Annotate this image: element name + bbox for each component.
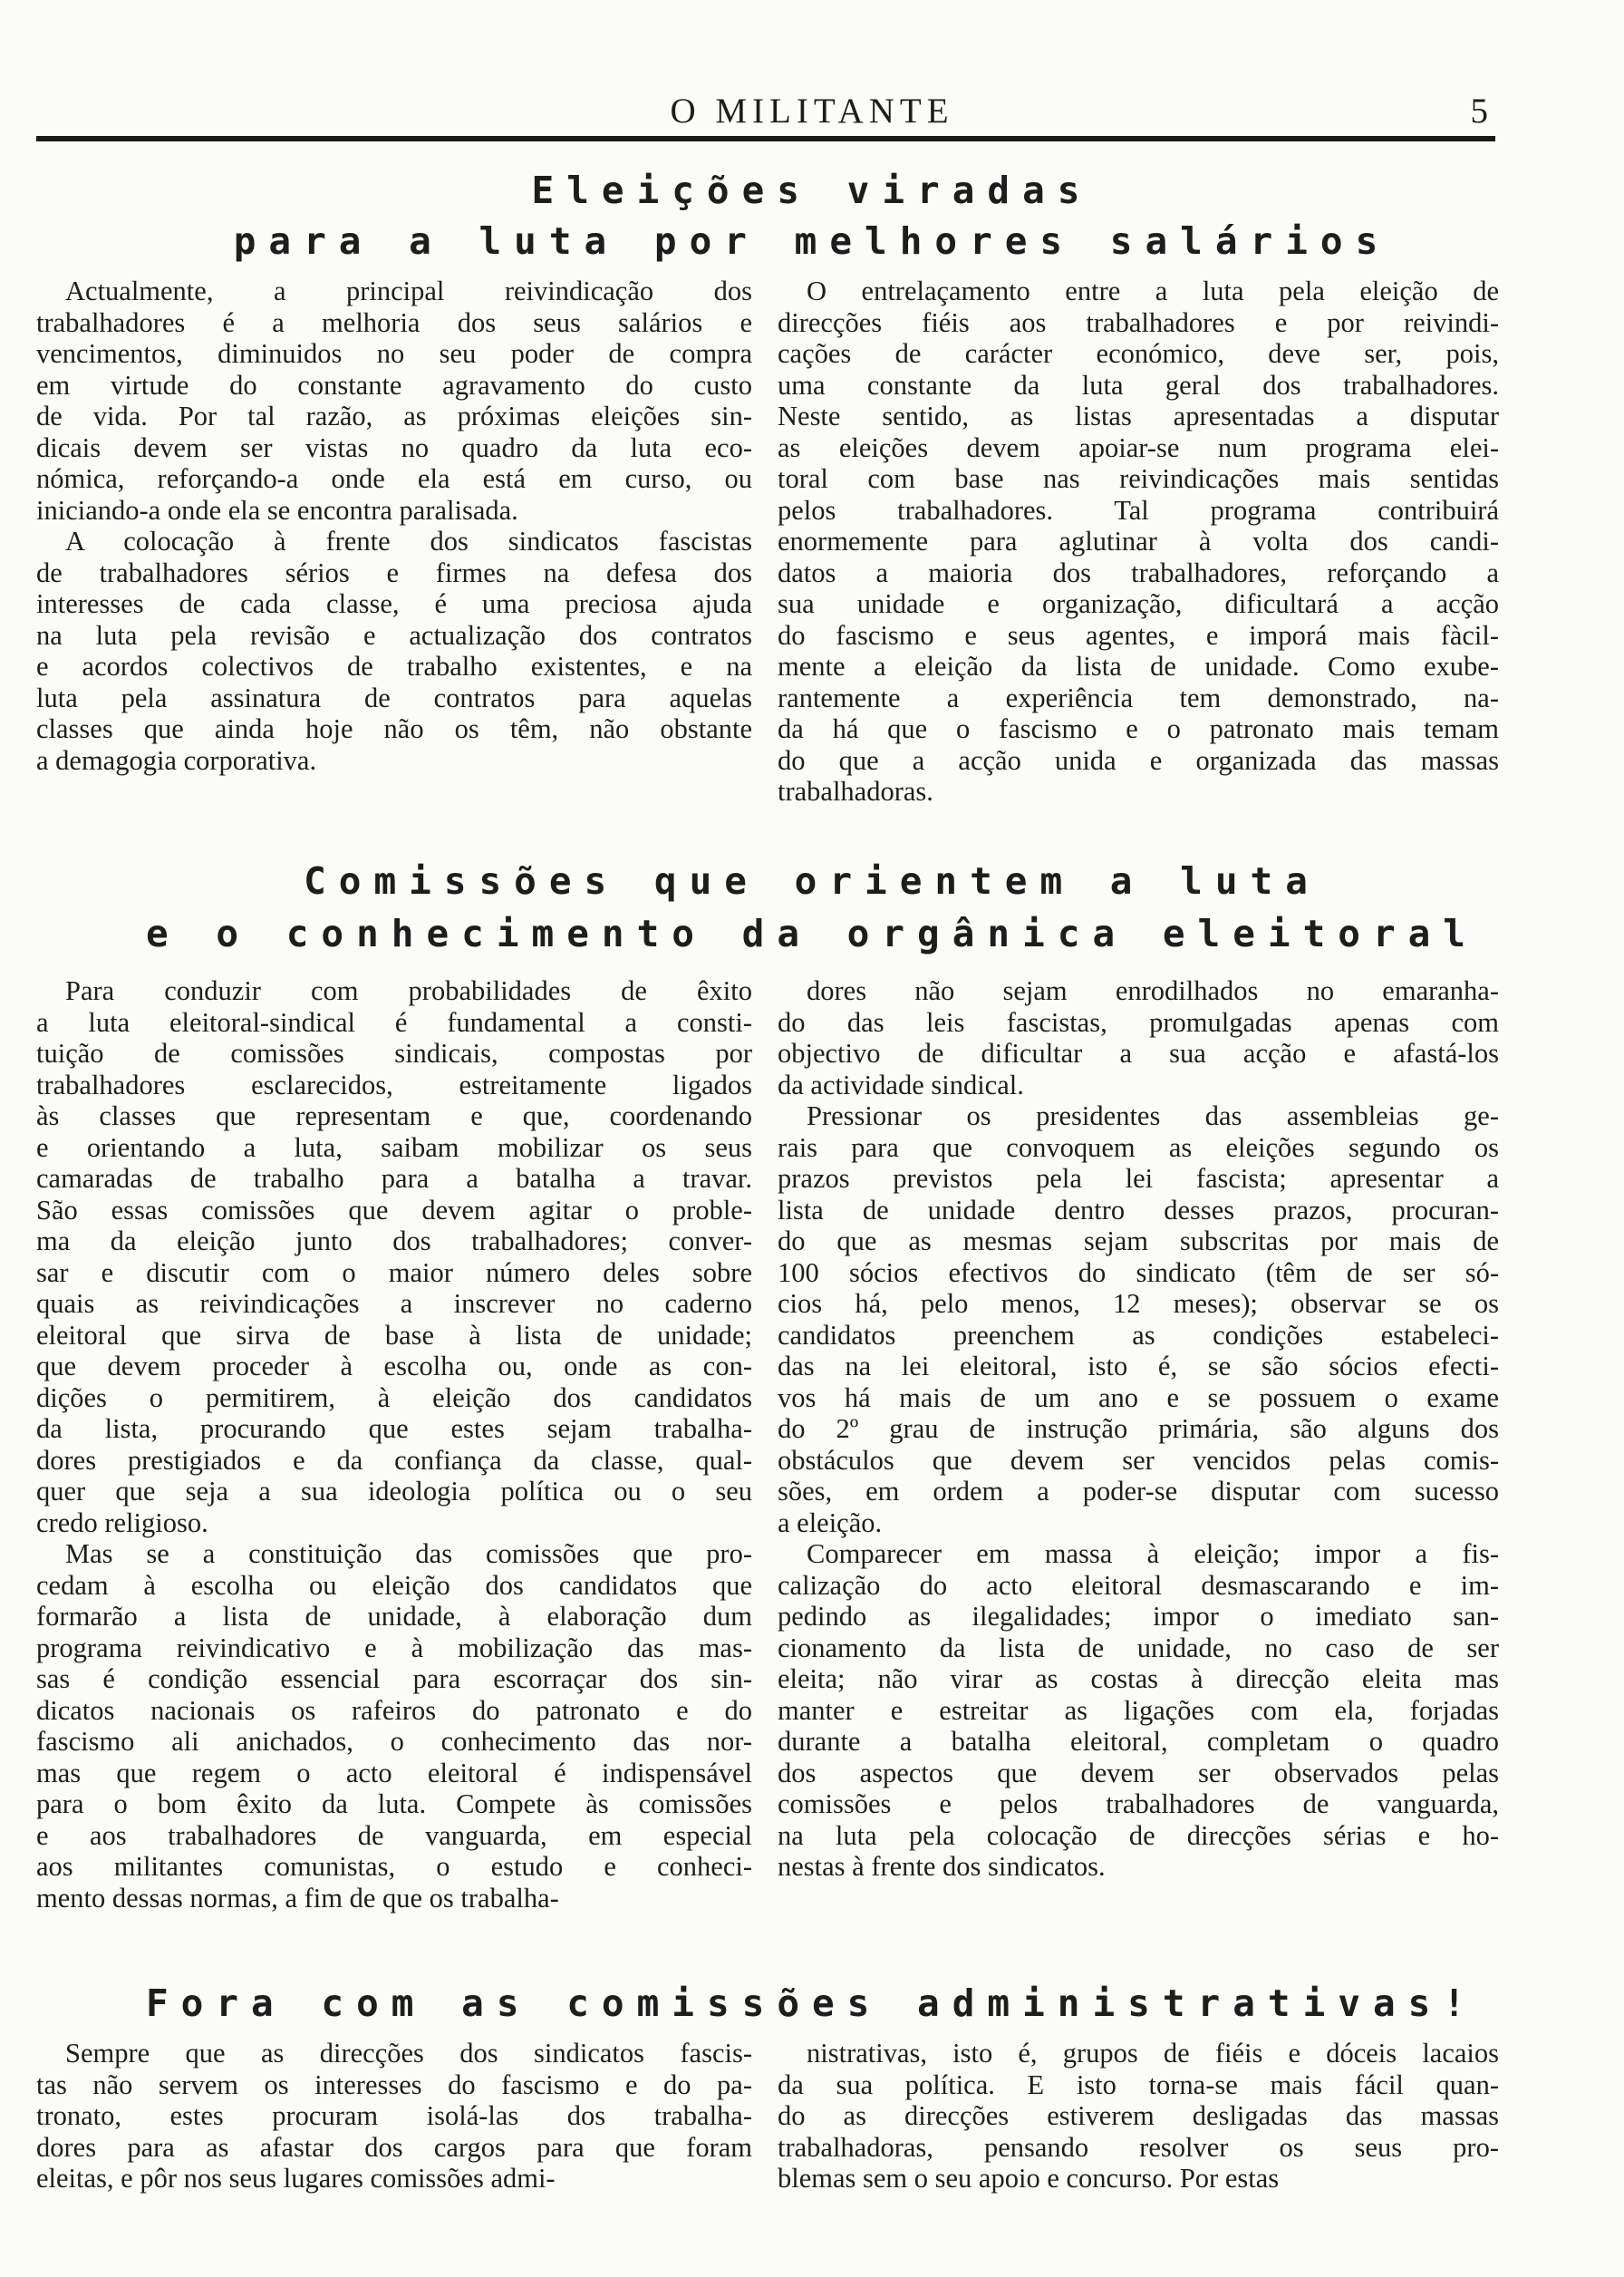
text-line: Sempre que as direcções dos sindicatos fascis- [65, 2038, 752, 2069]
text-line: e acordos colectivos de trabalho existentes, e na [36, 651, 752, 682]
section-2-headline-line-1: Comissões que orientem a luta [304, 859, 1320, 903]
paragraph [778, 1100, 1499, 1538]
masthead-title: O MILITANTE [670, 92, 954, 131]
text-line: mas que regem o acto eleitoral é indispensável [36, 1757, 752, 1788]
section-3-left-column [36, 2038, 752, 2195]
text-line: classes que ainda hoje não os têm, não obstante [36, 713, 752, 744]
text-line: direcções fiéis aos trabalhadores e por reivindi- [778, 306, 1499, 338]
text-line: A colocação à frente dos sindicatos fascistas [65, 526, 752, 557]
text-line: comissões e pelos trabalhadores de vanguarda, [778, 1788, 1499, 1819]
text-line: enormemente para aglutinar à volta dos candi- [778, 526, 1499, 557]
text-line: luta pela assinatura de contratos para aquelas [36, 682, 752, 713]
paragraph [778, 2038, 1499, 2195]
text-line: quais as reivindicações a inscrever no caderno [36, 1288, 752, 1319]
text-line: a demagogia corporativa. [36, 744, 317, 776]
text-line: e orientando a luta, saibam mobilizar os seus [36, 1131, 752, 1163]
paragraph [36, 526, 752, 776]
paragraph [36, 2038, 752, 2195]
text-line: nestas à frente dos sindicatos. [778, 1851, 1106, 1882]
text-line: candidatos preenchem as condições estabeleci- [778, 1319, 1499, 1351]
text-line: em virtude do constante agravamento do custo [36, 369, 752, 401]
section-1-left-column [36, 276, 752, 776]
text-line: ma da eleição junto dos trabalhadores; conver- [36, 1226, 752, 1256]
text-line: das na lei eleitoral, isto é, se são sócios efecti- [778, 1351, 1499, 1381]
text-line: do que a acção unida e organizada das massas [778, 744, 1499, 776]
text-line: programa reivindicativo e à mobilização das mas- [36, 1632, 752, 1663]
text-line: vencimentos, diminuidos no seu poder de compra [36, 338, 752, 369]
text-line: da sua política. E isto torna-se mais fácil quan- [778, 2069, 1499, 2100]
text-line: dores não sejam enrodilhados no emaranha- [807, 975, 1499, 1006]
text-line: eleitoral que sirva de base à lista de unidade; [36, 1319, 752, 1351]
text-line: uma constante da luta geral dos trabalhadores. [778, 369, 1499, 401]
text-line: O entrelaçamento entre a luta pela eleição de [807, 276, 1499, 306]
text-line: Mas se a constituição das comissões que pro- [65, 1538, 752, 1569]
text-line: trabalhadoras. [778, 776, 933, 807]
masthead-rule [36, 136, 1495, 141]
text-line: rantemente a experiência tem demonstrado, na- [778, 682, 1499, 713]
text-line: Para conduzir com probabilidades de êxito [65, 975, 752, 1006]
masthead [0, 89, 1624, 134]
text-line: camaradas de trabalho para a batalha a travar. [36, 1163, 752, 1194]
text-line: durante a batalha eleitoral, completam o quadro [778, 1726, 1499, 1757]
text-line: São essas comissões que devem agitar o proble- [36, 1194, 752, 1226]
text-line: mento dessas normas, a fim de que os trabalha- [36, 1882, 559, 1914]
text-line: de vida. Por tal razão, as próximas eleições sin- [36, 401, 752, 431]
text-line: Actualmente, a principal reivindicação dos [65, 276, 752, 306]
text-line: para o bom êxito da luta. Compete às comissões [36, 1788, 752, 1819]
text-line: manter e estreitar as ligações com ela, forjadas [778, 1694, 1499, 1726]
text-line: pedindo as ilegalidades; impor o imediato san- [778, 1601, 1499, 1632]
section-1-right-column [778, 276, 1499, 808]
text-line: sua unidade e organização, dificultará a acção [778, 588, 1499, 619]
text-line: objectivo de dificultar a sua acção e afastá-los [778, 1038, 1499, 1069]
text-line: do das leis fascistas, promulgadas apenas com [778, 1006, 1499, 1038]
section-2-headline-line-2: e o conhecimento da orgânica eleitoral [146, 912, 1478, 955]
text-line: do as direcções estiverem desligadas das massas [778, 2100, 1499, 2131]
text-line: a eleição. [778, 1507, 883, 1538]
text-line: trabalhadores é a melhoria dos seus salários e [36, 306, 752, 338]
section-3-right-column [778, 2038, 1499, 2195]
text-line: da há que o fascismo e o patronato mais temam [778, 713, 1499, 744]
text-line: trabalhadoras, pensando resolver os seus pro- [778, 2131, 1499, 2163]
text-line: tuição de comissões sindicais, compostas por [36, 1038, 752, 1069]
text-line: do fascismo e seus agentes, e imporá mais fàcil- [778, 619, 1499, 651]
text-line: interesses de cada classe, é uma preciosa ajuda [36, 588, 752, 619]
paragraph [36, 1538, 752, 1914]
text-line: do 2º grau de instrução primária, são alguns dos [778, 1413, 1499, 1444]
text-line: Pressionar os presidentes das assembleias ge- [807, 1100, 1499, 1131]
section-3-headline: Fora com as comissões administrativas! [146, 1981, 1478, 2025]
text-line: toral com base nas reivindicações mais sentidas [778, 463, 1499, 494]
paragraph [778, 1538, 1499, 1883]
text-line: lista de unidade dentro desses prazos, procuran- [778, 1194, 1499, 1226]
text-line: tas não servem os interesses do fascismo e do pa- [36, 2069, 752, 2100]
text-line: do que as mesmas sejam subscritas por mais de [778, 1226, 1499, 1256]
text-line: as eleições devem apoiar-se num programa elei- [778, 431, 1499, 463]
text-line: cionamento da lista de unidade, no caso de ser [778, 1632, 1499, 1663]
paragraph [36, 975, 752, 1538]
text-line: rais para que convoquem as eleições segundo os [778, 1131, 1499, 1163]
text-line: credo religioso. [36, 1507, 208, 1538]
paragraph [778, 975, 1499, 1100]
text-line: cedam à escolha ou eleição dos candidatos que [36, 1569, 752, 1601]
text-line: dicatos nacionais os rafeiros do patronato e do [36, 1694, 752, 1726]
text-line: dicais devem ser vistas no quadro da luta eco- [36, 431, 752, 463]
section-2-right-column [778, 975, 1499, 1883]
text-line: eleita; não virar as costas à direcção eleita mas [778, 1663, 1499, 1694]
paragraph [778, 276, 1499, 808]
text-line: mente a eleição da lista de unidade. Como exube- [778, 651, 1499, 682]
text-line: cações de carácter económico, deve ser, pois, [778, 338, 1499, 369]
text-line: às classes que representam e que, coordenando [36, 1100, 752, 1131]
text-line: na luta pela colocação de direcções sérias e ho- [778, 1819, 1499, 1851]
page-number: 5 [1470, 92, 1488, 131]
text-line: nistrativas, isto é, grupos de fiéis e dóceis lacaios [807, 2038, 1499, 2069]
text-line: trabalhadores esclarecidos, estreitamente ligados [36, 1069, 752, 1100]
paragraph [36, 276, 752, 526]
text-line: iniciando-a onde ela se encontra paralisada. [36, 494, 518, 526]
text-line: cios há, pelo menos, 12 meses); observar se os [778, 1288, 1499, 1319]
text-line: de trabalhadores sérios e firmes na defesa dos [36, 557, 752, 588]
text-line: dores prestigiados e da confiança da classe, qual- [36, 1444, 752, 1476]
text-line: dições o permitirem, à eleição dos candidatos [36, 1381, 752, 1413]
text-line: na luta pela revisão e actualização dos contratos [36, 619, 752, 651]
text-line: e aos trabalhadores de vanguarda, em especial [36, 1819, 752, 1851]
text-line: Neste sentido, as listas apresentadas a disputar [778, 401, 1499, 431]
text-line: 100 sócios efectivos do sindicato (têm de ser só- [778, 1256, 1499, 1288]
text-line: sas é condição essencial para escorraçar dos sin- [36, 1663, 752, 1694]
text-line: prazos previstos pela lei fascista; apresentar a [778, 1163, 1499, 1194]
text-line: da actividade sindical. [778, 1069, 1024, 1100]
text-line: calização do acto eleitoral desmascarando e im- [778, 1569, 1499, 1601]
text-line: datos a maioria dos trabalhadores, reforçando a [778, 557, 1499, 588]
text-line: quer que seja a sua ideologia política ou o seu [36, 1476, 752, 1507]
section-1-headline-line-2: para a luta por melhores salários [233, 219, 1391, 263]
text-line: da lista, procurando que estes sejam trabalha- [36, 1413, 752, 1444]
text-line: nómica, reforçando-a onde ela está em curso, ou [36, 463, 752, 494]
text-line: a luta eleitoral-sindical é fundamental a consti- [36, 1006, 752, 1038]
text-line: pelos trabalhadores. Tal programa contribuirá [778, 494, 1499, 526]
text-line: Comparecer em massa à eleição; impor a fis- [807, 1538, 1499, 1569]
section-1-headline-line-1: Eleições viradas [531, 169, 1093, 212]
section-2-left-column [36, 975, 752, 1914]
text-line: que devem proceder à escolha ou, onde as con- [36, 1351, 752, 1381]
text-line: dos aspectos que devem ser observados pelas [778, 1757, 1499, 1788]
text-line: sões, em ordem a poder-se disputar com sucesso [778, 1476, 1499, 1507]
text-line: dores para as afastar dos cargos para que foram [36, 2131, 752, 2163]
text-line: blemas sem o seu apoio e concurso. Por estas [778, 2163, 1280, 2194]
text-line: vos há mais de um ano e se possuem o exame [778, 1381, 1499, 1413]
text-line: formarão a lista de unidade, à elaboração dum [36, 1601, 752, 1632]
text-line: fascismo ali anichados, o conhecimento das nor- [36, 1726, 752, 1757]
text-line: obstáculos que devem ser vencidos pelas comis- [778, 1444, 1499, 1476]
text-line: aos militantes comunistas, o estudo e conheci- [36, 1851, 752, 1882]
text-line: tronato, estes procuram isolá-las dos trabalha- [36, 2100, 752, 2131]
text-line: eleitas, e pôr nos seus lugares comissões admi- [36, 2163, 556, 2194]
text-line: sar e discutir com o maior número deles sobre [36, 1256, 752, 1288]
